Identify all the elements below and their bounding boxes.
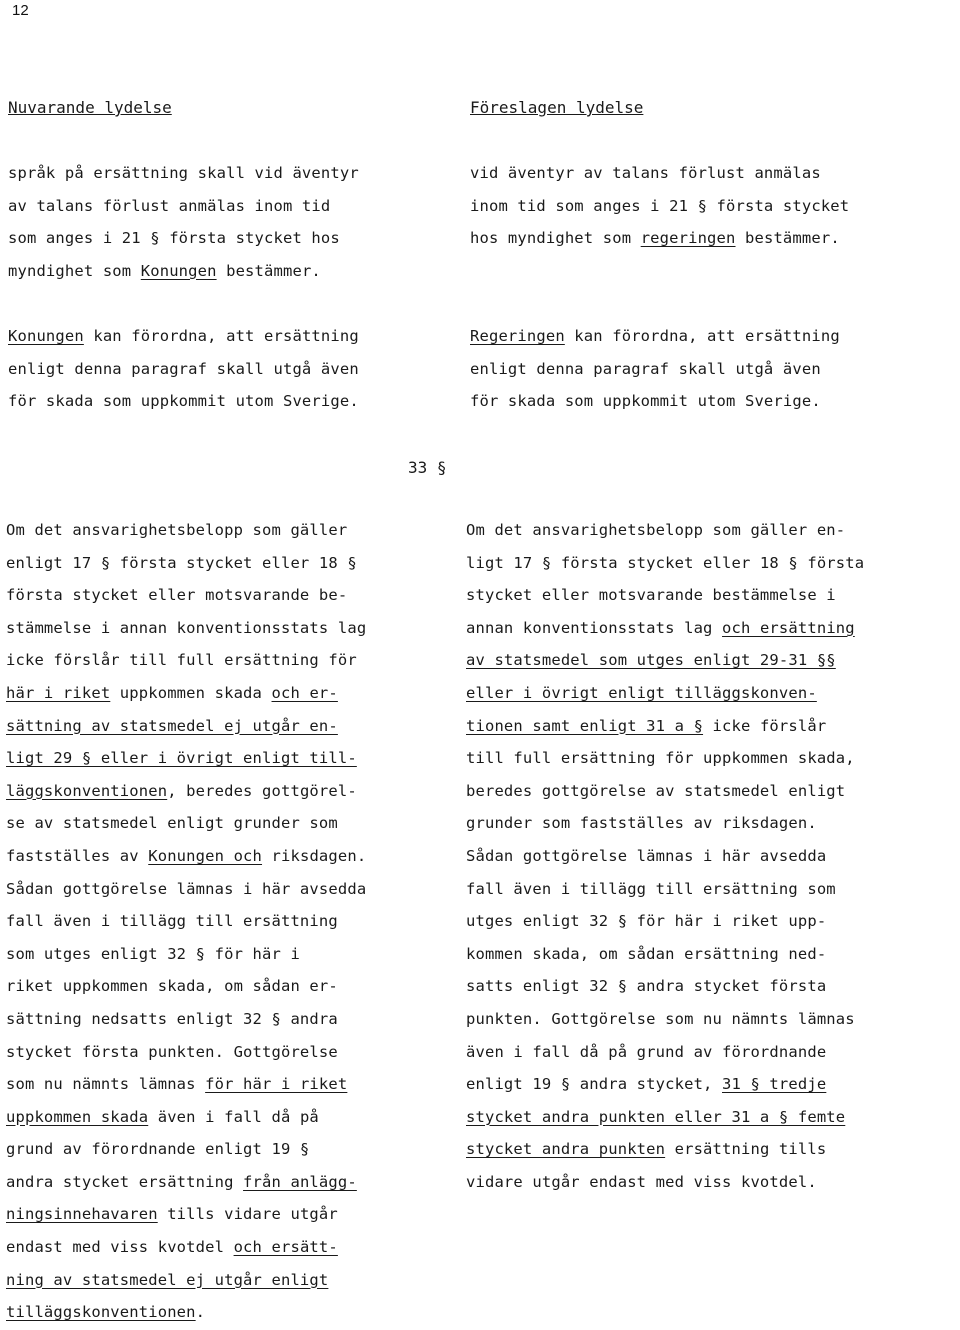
text-segment: enligt denna paragraf skall utgå även <box>470 359 821 378</box>
underlined-text: ning av statsmedel ej utgår enligt <box>6 1270 329 1289</box>
underlined-text: Konungen <box>140 261 217 280</box>
text-line <box>466 1166 864 1199</box>
text-segment: Sådan gottgörelse lämnas i här avsedda <box>6 879 367 898</box>
text-segment: Sådan gottgörelse lämnas i här avsedda <box>466 846 827 865</box>
text-line <box>6 1003 366 1036</box>
underlined-text: läggskonventionen <box>6 781 168 800</box>
text-line <box>470 190 849 223</box>
text-line <box>6 742 366 775</box>
text-segment: myndighet som <box>8 261 141 280</box>
text-line <box>466 742 864 775</box>
text-segment: endast med viss kvotdel <box>6 1238 234 1257</box>
underlined-text: tilläggskonventionen <box>6 1303 196 1322</box>
text-segment: grunder som fastställes av riksdagen. <box>466 814 817 833</box>
underlined-text: stycket andra punkten eller 31 a § femte <box>466 1107 846 1126</box>
text-segment: till full ersättning för uppkommen skada, <box>466 749 855 768</box>
text-segment: enligt 17 § första stycket eller 18 § <box>6 553 357 572</box>
text-segment: enligt 19 § andra stycket, <box>466 1075 723 1094</box>
text-line <box>6 1231 366 1264</box>
underlined-text: 31 § tredje <box>722 1075 827 1094</box>
text-line <box>466 579 864 612</box>
text-segment: icke förslår till full ersättning för <box>6 651 357 670</box>
text-line <box>6 1101 366 1134</box>
underlined-text: ligt 29 § eller i övrigt enligt till- <box>6 749 357 768</box>
underlined-text: och ersätt- <box>233 1238 338 1257</box>
text-line <box>6 1296 366 1329</box>
text-line <box>6 873 366 906</box>
text-segment: kommen skada, om sådan ersättning ned- <box>466 944 827 963</box>
text-segment: även i fall då på grund av förordnande <box>466 1042 827 1061</box>
text-segment: Om det ansvarighetsbelopp som gäller <box>6 521 348 539</box>
text-segment: som nu nämnts lämnas <box>6 1075 206 1094</box>
text-line <box>466 1101 864 1134</box>
text-line <box>6 1068 366 1101</box>
text-line <box>466 1036 864 1069</box>
text-segment: riket uppkommen skada, om sådan er- <box>6 977 338 996</box>
text-segment: kan förordna, att ersättning <box>83 327 359 345</box>
right-paragraph-2 <box>470 320 840 418</box>
text-line <box>466 938 864 971</box>
underlined-text: tionen samt enligt 31 a § <box>466 716 704 735</box>
underlined-text: sättning av statsmedel ej utgår en- <box>6 716 338 735</box>
text-line <box>8 157 359 190</box>
text-line <box>6 775 366 808</box>
text-segment: . <box>195 1303 206 1322</box>
text-line <box>466 1003 864 1036</box>
text-segment: för skada som uppkommit utom Sverige. <box>470 392 821 411</box>
right-paragraph-1 <box>470 157 849 255</box>
underlined-text: och ersättning <box>722 618 855 637</box>
text-line <box>466 710 864 743</box>
text-segment: sättning nedsatts enligt 32 § andra <box>6 1009 338 1028</box>
text-line <box>6 1264 366 1297</box>
text-line <box>6 1166 366 1199</box>
text-line <box>8 222 359 255</box>
text-segment: ligt 17 § första stycket eller 18 § första <box>466 553 865 572</box>
text-line <box>470 385 840 418</box>
text-segment: beredes gottgörelse av statsmedel enligt <box>466 781 846 800</box>
underlined-text: här i riket <box>6 683 111 702</box>
left-paragraph-2 <box>8 320 359 418</box>
text-line <box>466 775 864 808</box>
text-segment: bestämmer. <box>216 261 321 280</box>
text-segment: bestämmer. <box>735 229 840 248</box>
text-line <box>6 1133 366 1166</box>
text-line <box>6 970 366 1003</box>
underlined-text: från anlägg- <box>243 1172 357 1191</box>
text-line <box>8 353 359 386</box>
text-line <box>466 905 864 938</box>
text-segment: vid äventyr av talans förlust anmälas <box>470 164 821 182</box>
left-paragraph-3 <box>6 514 366 1329</box>
text-line <box>466 840 864 873</box>
text-segment: grund av förordnande enligt 19 § <box>6 1140 310 1159</box>
text-line <box>6 710 366 743</box>
text-line <box>6 644 366 677</box>
underlined-text: eller i övrigt enligt tilläggskonven- <box>466 683 817 702</box>
underlined-text: av statsmedel som utges enligt 29-31 §§ <box>466 651 836 670</box>
text-segment: fall även i tillägg till ersättning som <box>466 879 836 898</box>
text-line <box>466 1068 864 1101</box>
text-line <box>6 547 366 580</box>
text-line <box>6 840 366 873</box>
text-segment: hos myndighet som <box>470 229 641 248</box>
text-line <box>8 385 359 418</box>
text-segment: enligt denna paragraf skall utgå även <box>8 359 359 378</box>
underlined-text: Regeringen <box>470 327 565 345</box>
text-line <box>6 1198 366 1231</box>
heading-proposed-wording: Föreslagen lydelse <box>470 98 644 117</box>
text-segment: annan konventionsstats lag <box>466 618 723 637</box>
text-line <box>6 938 366 971</box>
text-line <box>466 807 864 840</box>
text-line <box>6 905 366 938</box>
text-line <box>6 612 366 645</box>
text-segment: icke förslår <box>703 716 827 735</box>
text-segment: för skada som uppkommit utom Sverige. <box>8 392 359 411</box>
text-segment: vidare utgår endast med viss kvotdel. <box>466 1172 817 1191</box>
text-segment: andra stycket ersättning <box>6 1172 244 1191</box>
text-line <box>466 644 864 677</box>
underlined-text: för här i riket <box>205 1075 348 1094</box>
underlined-text: uppkommen skada <box>6 1107 149 1126</box>
left-paragraph-1 <box>8 157 359 287</box>
text-segment: stämmelse i annan konventionsstats lag <box>6 618 367 637</box>
text-segment: utges enligt 32 § för här i riket upp- <box>466 912 827 931</box>
underlined-text: stycket andra punkten <box>466 1140 666 1159</box>
text-segment: ersättning tills <box>665 1140 827 1159</box>
text-line <box>466 547 864 580</box>
text-line <box>466 612 864 645</box>
text-segment: fastställes av <box>6 846 149 865</box>
underlined-text: Konungen och <box>148 846 263 865</box>
underlined-text: ningsinnehavaren <box>6 1205 158 1224</box>
underlined-text: Konungen <box>8 327 84 345</box>
text-line <box>466 1133 864 1166</box>
text-line <box>470 320 840 353</box>
text-segment: stycket första punkten. Gottgörelse <box>6 1042 338 1061</box>
text-segment: som utges enligt 32 § för här i <box>6 944 300 963</box>
text-segment: punkten. Gottgörelse som nu nämnts lämnas <box>466 1009 855 1028</box>
text-line <box>470 222 849 255</box>
text-segment: som anges i 21 § första stycket hos <box>8 229 340 248</box>
text-segment: inom tid som anges i 21 § första stycket <box>470 196 850 215</box>
text-segment: riksdagen. <box>262 846 367 865</box>
text-line <box>470 353 840 386</box>
text-line <box>8 320 359 353</box>
section-number: 33 § <box>408 458 447 477</box>
text-line <box>466 677 864 710</box>
text-line <box>6 1036 366 1069</box>
text-segment: fall även i tillägg till ersättning <box>6 912 338 931</box>
text-segment: tills vidare utgår <box>157 1205 338 1224</box>
text-line <box>6 677 366 710</box>
text-line <box>6 807 366 840</box>
text-segment: se av statsmedel enligt grunder som <box>6 814 338 833</box>
text-line <box>6 579 366 612</box>
text-segment: kan förordna, att ersättning <box>564 327 840 345</box>
text-line <box>466 873 864 906</box>
text-segment: uppkommen skada <box>110 683 272 702</box>
underlined-text: regeringen <box>640 229 736 248</box>
heading-current-wording: Nuvarande lydelse <box>8 98 172 117</box>
text-line <box>466 970 864 1003</box>
text-segment: , beredes gottgörel- <box>167 781 357 800</box>
text-line <box>470 157 849 190</box>
page-number: 12 <box>12 2 29 19</box>
right-paragraph-3 <box>466 514 864 1198</box>
text-segment: stycket eller motsvarande bestämmelse i <box>466 586 836 605</box>
text-segment: första stycket eller motsvarande be- <box>6 586 348 605</box>
text-segment: Om det ansvarighetsbelopp som gäller en- <box>466 521 846 539</box>
text-line <box>8 190 359 223</box>
text-line <box>8 255 359 288</box>
text-segment: även i fall då på <box>148 1107 319 1126</box>
text-segment: av talans förlust anmälas inom tid <box>8 196 331 215</box>
text-line <box>6 514 366 547</box>
underlined-text: och er- <box>271 683 338 702</box>
text-line <box>466 514 864 547</box>
text-segment: språk på ersättning skall vid äventyr <box>8 164 359 182</box>
text-segment: satts enligt 32 § andra stycket första <box>466 977 827 996</box>
